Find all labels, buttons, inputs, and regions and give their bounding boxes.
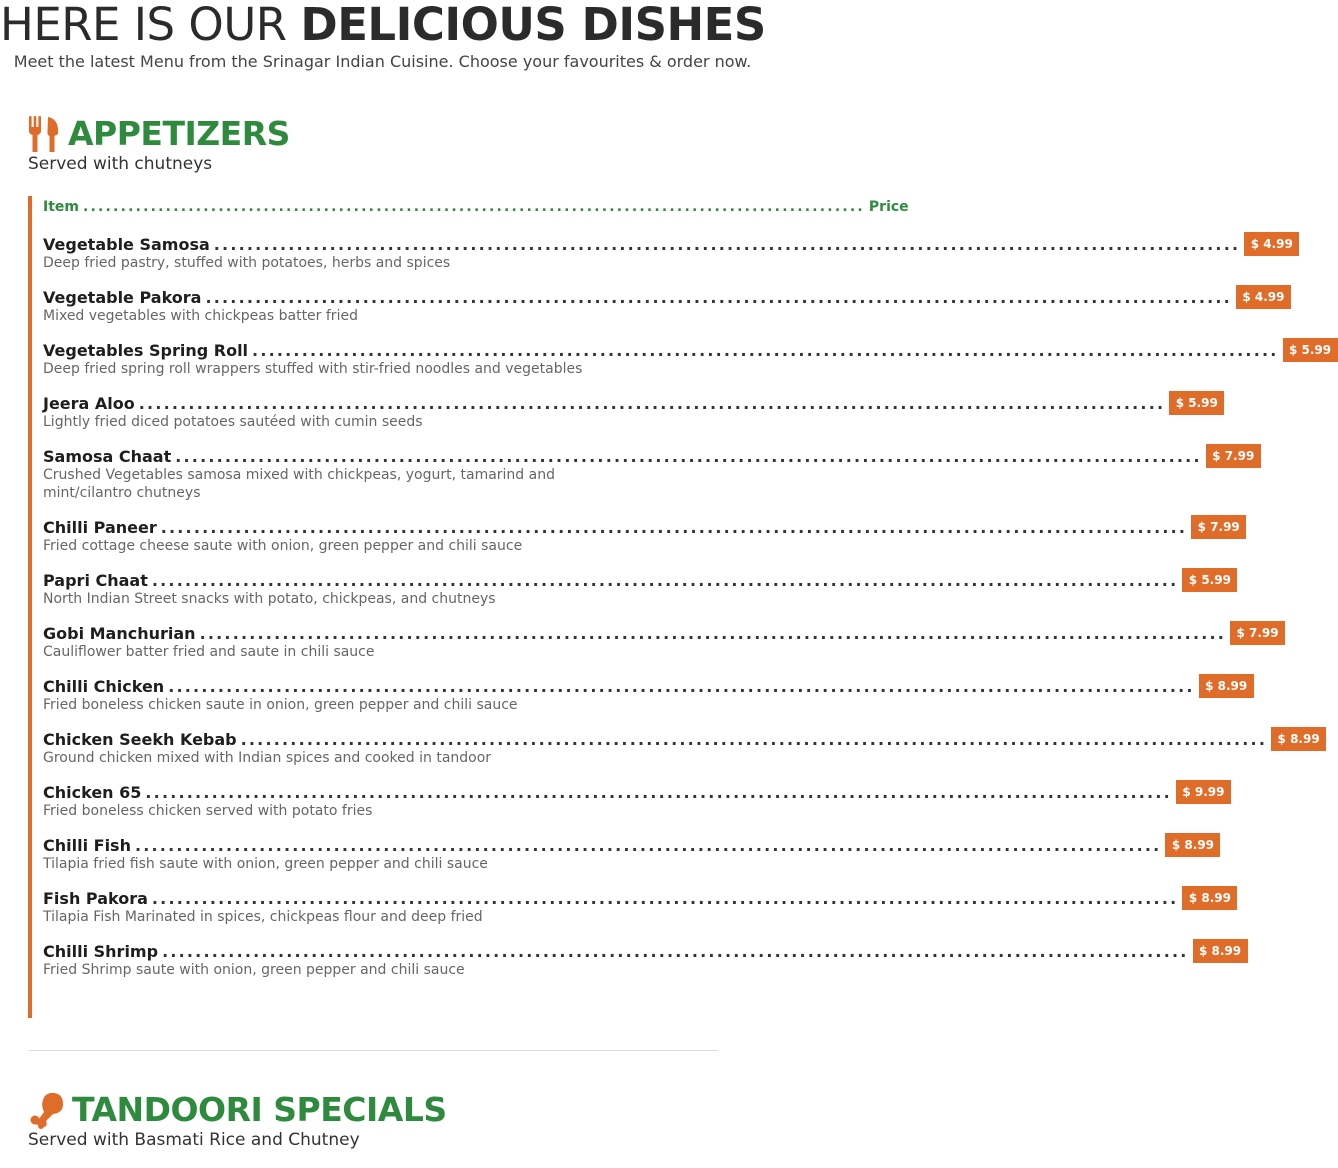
tandoori-title: TANDOORI SPECIALS (72, 1090, 447, 1129)
menu-item-row (43, 285, 1285, 309)
leader-dots: ............................................................................................................................ (151, 888, 1179, 908)
tandoori-heading (28, 1090, 447, 1129)
appetizers-subtitle: Served with chutneys (28, 154, 213, 174)
leader-dots: ............................................................................................................................ (138, 393, 1166, 413)
menu-item-row (43, 338, 1332, 362)
menu-item-row (43, 727, 1320, 751)
menu-item-price: $ 5.99 (1169, 391, 1224, 415)
menu-item-name: Vegetables Spring Roll (43, 340, 249, 360)
menu-item-price: $ 4.99 (1236, 285, 1291, 309)
menu-item (43, 338, 1332, 378)
menu-item-description: Fried cottage cheese saute with onion, green pepper and chili sauce (43, 538, 523, 554)
menu-item-row (43, 780, 1225, 804)
menu-item (43, 621, 1279, 661)
menu-item-price: $ 9.99 (1176, 780, 1231, 804)
menu-item-description: Ground chicken mixed with Indian spices and cooked in tandoor (43, 750, 492, 766)
leader-dots: ............................................................................................................................ (205, 287, 1232, 307)
menu-item (43, 515, 1240, 555)
menu-item-description: Tilapia Fish Marinated in spices, chickpeas flour and deep fried (43, 909, 483, 925)
menu-item (43, 444, 1255, 502)
menu-item-description: Mixed vegetables with chickpeas batter fried (43, 308, 358, 324)
menu-item-name: Vegetable Samosa (43, 234, 210, 254)
menu-item-price: $ 5.99 (1182, 568, 1237, 592)
leader-dots: ............................................................................................................................ (199, 623, 1227, 643)
leader-dots: ............................................................................................................................ (240, 729, 1268, 749)
menu-item-description: Cauliflower batter fried and saute in chili sauce (43, 644, 375, 660)
appetizers-menu (28, 196, 1332, 1018)
menu-item (43, 886, 1231, 926)
menu-item (43, 568, 1231, 608)
menu-item-row (43, 621, 1279, 645)
menu-item-price: $ 7.99 (1206, 444, 1261, 468)
menu-item-row (43, 833, 1215, 857)
menu-item-row (43, 674, 1248, 698)
menu-item-name: Chicken 65 (43, 782, 142, 802)
menu-item-name: Fish Pakora (43, 888, 148, 908)
leader-dots: ............................................................................................................................ (175, 446, 1202, 466)
leader-dots: ............................................................................................................................ (145, 782, 1172, 802)
leader-dots: ........................................................................................................ (82, 199, 865, 215)
column-item-label: Item (43, 199, 79, 215)
menu-item-name: Chilli Shrimp (43, 941, 159, 961)
fork-knife-icon (28, 115, 62, 153)
menu-item-row (43, 444, 1255, 468)
menu-item-name: Jeera Aloo (43, 393, 135, 413)
menu-item-price: $ 8.99 (1193, 939, 1248, 963)
chicken-leg-icon (28, 1091, 66, 1129)
leader-dots: ............................................................................................................................ (252, 340, 1279, 360)
menu-item-row (43, 232, 1293, 256)
menu-item-row (43, 939, 1242, 963)
menu-item-description: Deep fried spring roll wrappers stuffed with stir-fried noodles and vegetables (43, 361, 583, 377)
menu-item (43, 833, 1215, 873)
menu-item-name: Vegetable Pakora (43, 287, 202, 307)
menu-item-name: Samosa Chaat (43, 446, 172, 466)
page-title (0, 0, 766, 51)
menu-item-name: Chicken Seekh Kebab (43, 729, 237, 749)
menu-item (43, 939, 1242, 979)
menu-item-price: $ 8.99 (1165, 833, 1220, 857)
menu-item-name: Papri Chaat (43, 570, 148, 590)
menu-item (43, 391, 1218, 431)
appetizers-heading (28, 114, 290, 153)
menu-item-price: $ 8.99 (1182, 886, 1237, 910)
menu-item-description: Deep fried pastry, stuffed with potatoes, herbs and spices (43, 255, 451, 271)
page-subtitle: Meet the latest Menu from the Srinagar Indian Cuisine. Choose your favourites & order now. (13, 52, 752, 71)
menu-item-price: $ 7.99 (1191, 515, 1246, 539)
menu-item (43, 674, 1248, 714)
menu-item-row (43, 886, 1231, 910)
menu-item-price: $ 8.99 (1271, 727, 1326, 751)
column-price-label: Price (868, 199, 909, 215)
menu-item-row (43, 515, 1240, 539)
menu-item-name: Chilli Paneer (43, 517, 157, 537)
menu-item-description: Fried Shrimp saute with onion, green pepper and chili sauce (43, 962, 465, 978)
menu-item-price: $ 5.99 (1283, 338, 1338, 362)
leader-dots: ............................................................................................................................ (151, 570, 1179, 590)
leader-dots: ............................................................................................................................ (134, 835, 1162, 855)
menu-item-description: Tilapia fried fish saute with onion, green pepper and chili sauce (43, 856, 488, 872)
column-header (43, 199, 909, 219)
menu-item-description: Fried boneless chicken served with potato fries (43, 803, 373, 819)
menu-item-price: $ 4.99 (1244, 232, 1299, 256)
menu-item-description: Lightly fried diced potatoes sautéed with cumin seeds (43, 414, 423, 430)
page-header (0, 0, 765, 71)
menu-item-name: Gobi Manchurian (43, 623, 196, 643)
menu-item-description: North Indian Street snacks with potato, chickpeas, and chutneys (43, 591, 496, 607)
tandoori-subtitle: Served with Basmati Rice and Chutney (28, 1130, 360, 1150)
menu-item (43, 232, 1293, 272)
title-bold: DELICIOUS DISHES (300, 0, 766, 51)
leader-dots: ............................................................................................................................ (162, 941, 1189, 961)
menu-item-description: Fried boneless chicken saute in onion, green pepper and chili sauce (43, 697, 518, 713)
menu-item-row (43, 391, 1218, 415)
menu-item-name: Chilli Chicken (43, 676, 165, 696)
menu-item-price: $ 7.99 (1230, 621, 1285, 645)
leader-dots: ............................................................................................................................ (168, 676, 1195, 696)
leader-dots: ............................................................................................................................ (160, 517, 1188, 537)
menu-item-name: Chilli Fish (43, 835, 131, 855)
leader-dots: ............................................................................................................................ (213, 234, 1241, 254)
title-light: HERE IS OUR (0, 0, 301, 51)
menu-item (43, 285, 1285, 325)
menu-item-row (43, 568, 1231, 592)
menu-item (43, 780, 1225, 820)
menu-item (43, 727, 1320, 767)
section-divider (28, 1050, 718, 1051)
menu-item-description: Crushed Vegetables samosa mixed with chickpeas, yogurt, tamarind and mint/cilantro chutneys (43, 467, 555, 501)
menu-item-price: $ 8.99 (1199, 674, 1254, 698)
appetizers-title: APPETIZERS (68, 114, 290, 153)
menu-items (43, 232, 1332, 992)
